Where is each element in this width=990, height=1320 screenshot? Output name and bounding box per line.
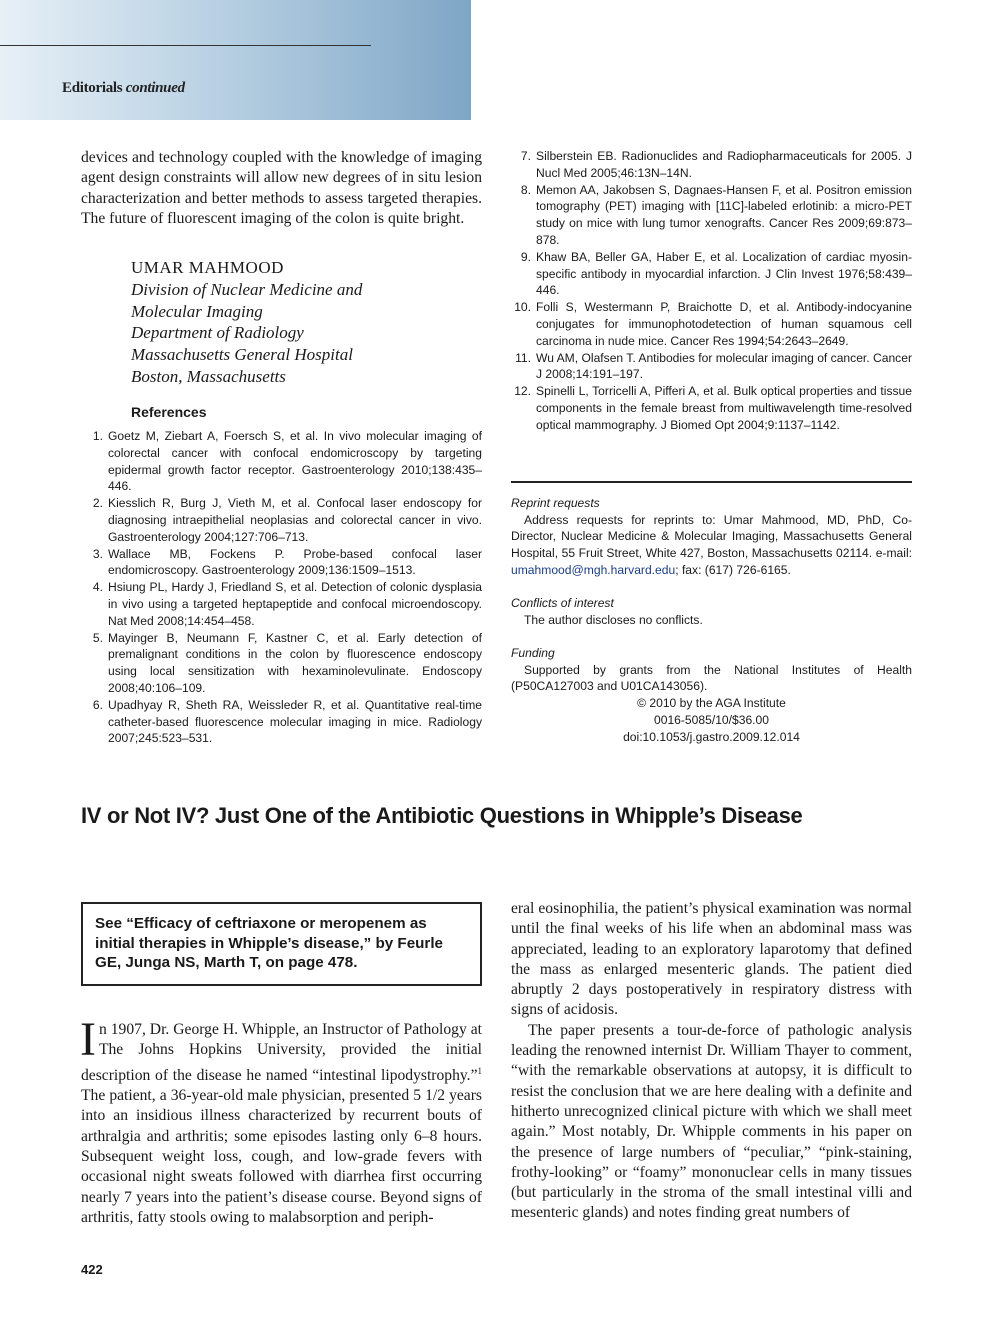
- reference-item: 4. Hsiung PL, Hardy J, Friedland S, et al. Detection of colonic dysplasia in vivo using a targeted heptapeptide and confocal microendoscopy. Nat Med 2008;14:454–458.: [92, 580, 482, 628]
- affiliation-line: Molecular Imaging: [131, 301, 263, 321]
- email-link[interactable]: umahmood@mgh.harvard.edu: [511, 562, 676, 577]
- funding-label: Funding: [511, 646, 555, 660]
- drop-cap: I: [80, 1013, 96, 1066]
- reference-item: 12. Spinelli L, Torricelli A, Pifferi A, et al. Bulk optical properties and tissue components in the female breast from multiwavelength time-resolved optical mammography. J Biomed Opt 2004;9:1137–1142.: [514, 384, 912, 432]
- reference-item: 5. Mayinger B, Neumann F, Kastner C, et al. Early detection of premalignant conditions in the colon by fluorescence endoscopy using local sensitization with hexaminolevulinate. Endoscopy 2008;40:106–109.: [92, 630, 482, 695]
- article-paragraph: The paper presents a tour-de-force of pathologic analysis leading the renowned internist Dr. William Thayer to comment, “with the remarkable observations at autopsy, it is difficult to resist the conclusion that we are here dealing with a definite and hitherto unrecognized clinical picture with which we shall meet again.” Most notably, Dr. Whipple comments in his paper on the presence of large numbers of “peculiar,” “pink-staining, frothy-looking” or “foamy” mononuclear cells in many tissues (but particularly in the stroma of the small intestinal villi and mesenteric glands) and notes finding great numbers of: [511, 1021, 912, 1222]
- reference-item: 9. Khaw BA, Beller GA, Haber E, et al. Localization of cardiac myosin-specific antibody in myocardial infarction. J Clin Invest 1976;58:439–446.: [520, 249, 912, 298]
- reprint-requests-section: [511, 495, 912, 579]
- article-paragraph: eral eosinophilia, the patient’s physical examination was normal until the final weeks of his life when an abdominal mass was appreciated, leading to an exploratory laparotomy that defined the mass as enlarged mesenteric glands. The patient died abruptly 2 days postoperatively in respiratory distress with signs of acidosis.: [511, 900, 912, 1019]
- section-divider: [511, 481, 912, 483]
- header-rule: [0, 45, 371, 46]
- reference-item: 8. Memon AA, Jakobsen S, Dagnaes-Hansen F, et al. Positron emission tomography (PET) imaging with [11C]-labeled erlotinib: a micro-PET study on mice with lung tumor xenografts. Cancer Res 2009;69:873–878.: [520, 182, 912, 247]
- reference-item: 3. Wallace MB, Fockens P. Probe-based confocal laser endomicroscopy. Gastroenterology 2009;136:1509–1513.: [92, 546, 482, 578]
- running-head-continued: continued: [125, 80, 185, 96]
- affiliation-line: Division of Nuclear Medicine and: [131, 279, 363, 299]
- citation-superscript: 1: [477, 1065, 482, 1076]
- doi-line: doi:10.1053/j.gastro.2009.12.014: [623, 729, 800, 744]
- reference-item: 10. Folli S, Westermann P, Braichotte D, et al. Antibody-indocyanine conjugates for immunophotodetection of human squamous cell carcinoma in nude mice. Cancer Res 1994;54:2643–2649.: [514, 300, 912, 348]
- page-number: 422: [81, 1262, 103, 1277]
- reference-item: 1. Goetz M, Ziebart A, Foersch S, et al. In vivo molecular imaging of colorectal cancer with confocal endomicroscopy by targeting epidermal growth factor receptor. Gastroenterology 2010;138:435–446.: [92, 429, 482, 494]
- author-name: UMAR MAHMOOD: [131, 258, 284, 277]
- running-head-section: Editorials: [62, 80, 123, 96]
- article-right-column: [511, 899, 912, 1224]
- editorial-closing-paragraph: devices and technology coupled with the knowledge of imaging agent design constraints will allow new degrees of in situ lesion characterization and better methods to assess targeted therapies. The future of fluorescent imaging of the colon is quite bright.: [81, 149, 482, 227]
- conflicts-label: Conflicts of interest: [511, 596, 614, 610]
- article-opening-paragraph: In 1907, Dr. George H. Whipple, an Instructor of Pathology at The Johns Hopkins University, provided the initial description of the disease he named “intestinal lipodystrophy.”$^1$ The patient, a 36-year-old male physician, presented 5 1/2 years into an insidious illness characterized by recurrent bouts of arthralgia and arthritis; some episodes lasting only 6–8 hours. Subsequent weight loss, cough, and low-grade fevers with occasional night sweats followed with diarrhea first occurring nearly 7 years into the patient’s disease course. Beyond signs of arthritis, fatty stools owing to malabsorption and periph-: [80, 1013, 482, 1226]
- copyright-line: © 2010 by the AGA Institute: [637, 696, 786, 711]
- reference-item: 6. Upadhyay R, Sheth RA, Weissleder R, et al. Quantitative real-time catheter-based fluorescence molecular imaging in mice. Radiology 2007;245:523–531.: [92, 697, 482, 746]
- references-heading: References: [131, 404, 207, 420]
- running-head: [62, 80, 185, 97]
- affiliation-line: Massachusetts General Hospital: [131, 345, 353, 365]
- reference-item: 11. Wu AM, Olafsen T. Antibodies for molecular imaging of cancer. Cancer J 2008;14:191–197.: [515, 350, 912, 382]
- reference-item: 2. Kiesslich R, Burg J, Vieth M, et al. Confocal laser endoscopy for diagnosing intraepithelial neoplasias and colorectal cancer in vivo. Gastroenterology 2004;127:706–713.: [92, 496, 482, 544]
- funding-section: [511, 645, 912, 745]
- references-list-right: [511, 148, 912, 434]
- reprint-label: Reprint requests: [511, 496, 600, 510]
- reference-item: 7. Silberstein EB. Radionuclides and Radiopharmaceuticals for 2005. J Nucl Med 2005;46:13N–14N.: [520, 149, 912, 180]
- reprint-text: Address requests for reprints to: Umar Mahmood, MD, PhD, Co-Director, Nuclear Medicine & Molecular Imaging, Massachusetts General Hospital, 55 Fruit Street, White 427, Boston, Massachusetts 02114. e-mail: umahmood@mgh.harvard.edu; fax: (617) 726-6165.: [511, 512, 912, 577]
- article-title: IV or Not IV? Just One of the Antibiotic Questions in Whipple’s Disease: [81, 803, 803, 828]
- references-list-left: [83, 428, 482, 747]
- author-block: [131, 257, 362, 388]
- affiliation-line: Department of Radiology: [131, 323, 304, 343]
- see-also-box: See “Efficacy of ceftriaxone or meropenem as initial therapies in Whipple’s disease,” by Feurle GE, Junga NS, Marth T, on page 478.: [81, 902, 482, 986]
- funding-text: Supported by grants from the National Institutes of Health (P50CA127003 and U01CA143056).: [511, 662, 912, 694]
- header-banner: [0, 0, 471, 120]
- article-left-column: [80, 1013, 482, 1228]
- affiliation-line: Boston, Massachusetts: [131, 366, 286, 386]
- issn-line: 0016-5085/10/$36.00: [654, 712, 769, 727]
- conflicts-text: The author discloses no conflicts.: [524, 612, 703, 627]
- conflicts-section: [511, 595, 912, 628]
